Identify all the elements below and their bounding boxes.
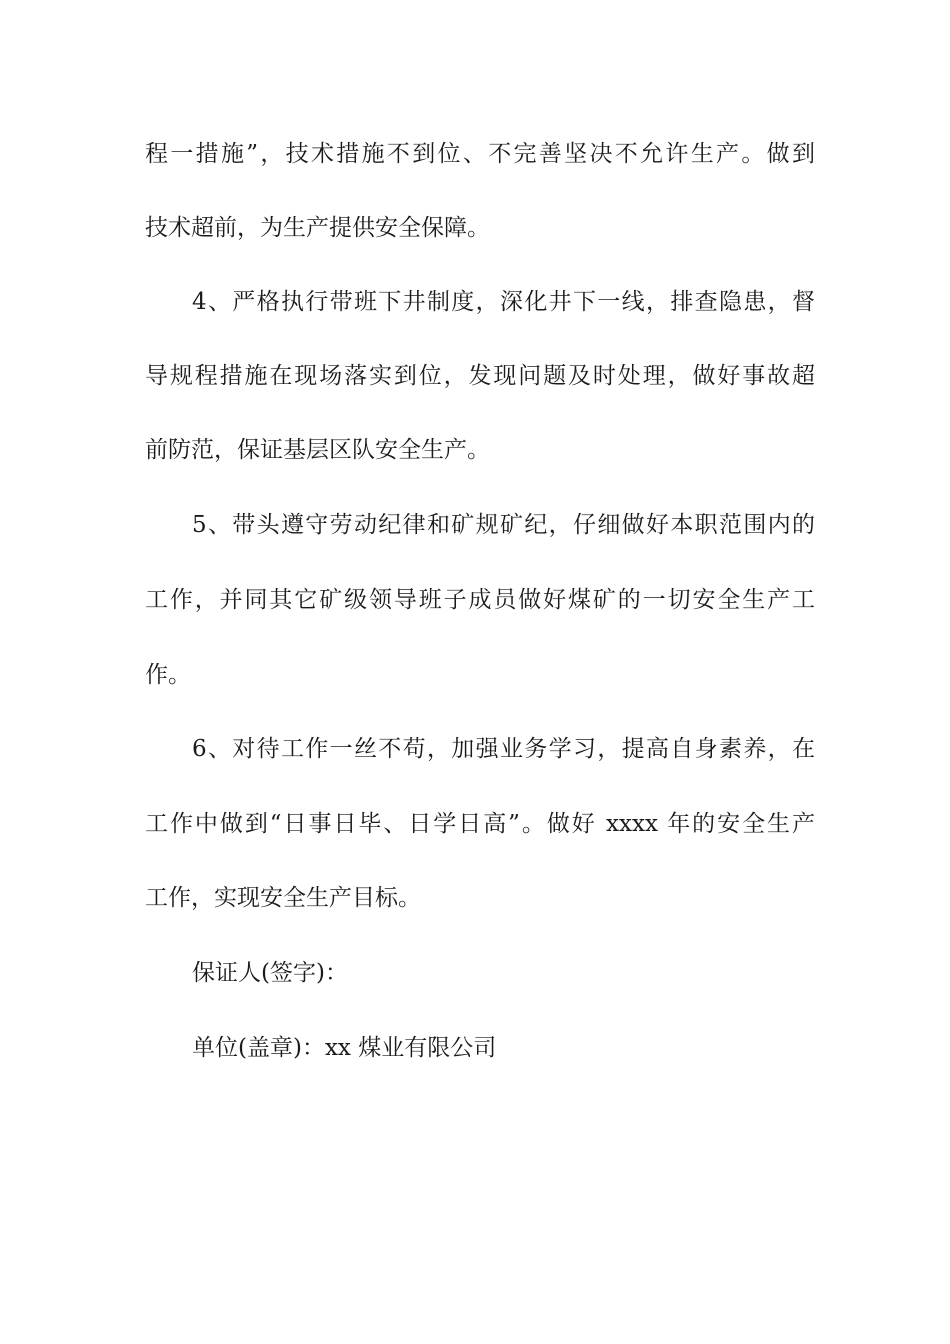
paragraph-3-line-2: 技术超前，为生产提供安全保障。: [145, 215, 490, 241]
paragraph-5-line-2: 工作，并同其它矿级领导班子成员做好煤矿的一切安全生产工: [145, 587, 815, 613]
paragraph-6-line-3: 工作，实现安全生产目标。: [145, 885, 421, 911]
paragraph-4-line-1: 4、严格执行带班下井制度，深化井下一线，排查隐患，督: [192, 289, 815, 315]
paragraph-5-line-1: 5、带头遵守劳动纪律和矿规矿纪，仔细做好本职范围内的: [192, 512, 815, 538]
paragraph-6-line-2: 工作中做到“日事日毕、日学日高”。做好 xxxx 年的安全生产: [145, 811, 815, 837]
paragraph-5-line-3: 作。: [145, 662, 191, 688]
paragraph-3-line-1: 程一措施”，技术措施不到位、不完善坚决不允许生产。做到: [145, 141, 815, 167]
paragraph-6-line-1: 6、对待工作一丝不苟，加强业务学习，提高自身素养，在: [192, 736, 815, 762]
paragraph-4-line-2: 导规程措施在现场落实到位，发现问题及时处理，做好事故超: [145, 363, 815, 389]
paragraph-4-line-3: 前防范，保证基层区队安全生产。: [145, 437, 490, 463]
guarantor-signature-label: 保证人(签字)：: [192, 960, 348, 986]
company-seal-label: 单位(盖章)：xx 煤业有限公司: [192, 1035, 497, 1061]
